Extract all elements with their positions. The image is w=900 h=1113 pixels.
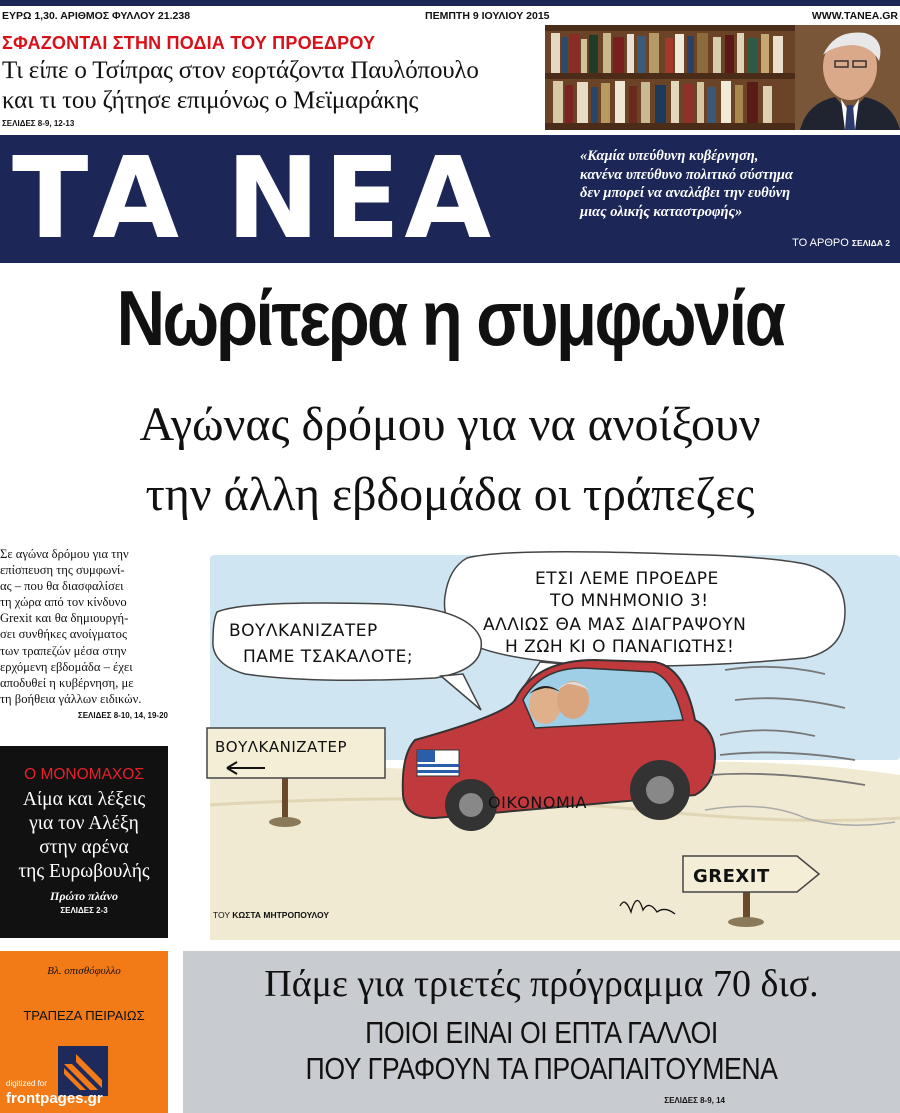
lead-line: σει συνθήκες ανοίγματος: [0, 627, 127, 642]
bubble-right-line: Η ΖΩΗ ΚΙ Ο ΠΑΝΑΓΙΩΤΗΣ!: [505, 637, 735, 657]
top-story-line1: Τι είπε ο Τσίπρας στον εορτάζοντα Παυλόπουλο: [2, 57, 479, 84]
quote-line: δεν μπορεί να αναλάβει την ευθύνη: [580, 185, 791, 201]
quote-source-label: ΤΟ ΑΡΘΡΟ: [792, 237, 849, 249]
president-photo: [545, 25, 900, 130]
quote-source: [792, 237, 890, 249]
cartoon-credit-name: ΚΩΣΤΑ ΜΗΤΡΟΠΟΥΛΟΥ: [232, 910, 329, 920]
masthead-quote[interactable]: [580, 147, 896, 221]
issue-date: ΠΕΜΠΤΗ 9 ΙΟΥΛΙΟΥ 2015: [425, 10, 550, 22]
lead-line: Σε αγώνα δρόμου για την: [0, 547, 129, 561]
lead-line: ας – που θα διασφαλίσει: [0, 579, 124, 594]
monomachos-line: της Ευρωβουλής: [18, 861, 150, 882]
top-strip: [0, 0, 900, 6]
price-issue: ΕΥΡΩ 1,30. ΑΡΙΘΜΟΣ ΦΥΛΛΟΥ 21.238: [2, 10, 191, 22]
main-headline[interactable]: Νωρίτερα η συμφωνία: [116, 274, 784, 362]
lead-line: ερχόμενη εβδομάδα – έχει: [0, 659, 133, 674]
newspaper-logo[interactable]: ΤΑ ΝΕΑ: [12, 134, 495, 264]
top-story-pages: ΣΕΛΙΔΕΣ 8-9, 12-13: [2, 119, 75, 128]
car-label: ΟΙΚΟΝΟΜΙΑ: [488, 793, 587, 812]
top-story-kicker: ΣΦΑΖΟΝΤΑΙ ΣΤΗΝ ΠΟΔΙΑ ΤΟΥ ΠΡΟΕΔΡΟΥ: [2, 33, 376, 53]
monomachos-text: [0, 788, 168, 884]
lead-line: τη βοήθεια γάλλων ειδικών.: [0, 691, 142, 706]
monomachos-kicker: Ο ΜΟΝΟΜΑΧΟΣ: [24, 766, 144, 783]
piraeus-logo-icon: [58, 1046, 108, 1096]
lead-line: αποδυθεί η κυβέρνηση, με: [0, 675, 134, 690]
sign-left-text: ΒΟΥΛΚΑΝΙΖΑΤΕΡ: [215, 738, 347, 756]
bottom-subline-1: ΠΟΙΟΙ ΕΙΝΑΙ ΟΙ ΕΠΤΑ ΓΑΛΛΟΙ: [365, 1015, 718, 1050]
watermark-line1: digitized for: [6, 1079, 47, 1088]
main-subheadline-1: Αγώνας δρόμου για να ανοίξουν: [139, 398, 761, 451]
bubble-right-line: ΑΛΛΙΩΣ ΘΑ ΜΑΣ ΔΙΑΓΡΑΨΟΥΝ: [483, 615, 747, 635]
cartoon-drawing: [205, 550, 900, 940]
lead-line: των τραπεζών μέσα στην: [0, 643, 127, 658]
cartoon-credit: [213, 910, 329, 920]
quote-line: «Καμία υπεύθυνη κυβέρνηση,: [580, 148, 759, 164]
cartoon-credit-prefix: ΤΟΥ: [213, 910, 230, 920]
top-story[interactable]: [0, 30, 545, 132]
bottom-pages: ΣΕΛΙΔΕΣ 8-9, 14: [664, 1096, 725, 1105]
website-link[interactable]: WWW.TANEA.GR: [811, 10, 898, 22]
editorial-cartoon: [205, 550, 900, 940]
monomachos-tag: Πρώτο πλάνο: [49, 889, 119, 903]
lead-pages: ΣΕΛΙΔΕΣ 8-10, 14, 19-20: [77, 710, 168, 720]
bottom-subline-2: ΠΟΥ ΓΡΑΦΟΥΝ ΤΑ ΠΡΟΑΠΑΙΤΟΥΜΕΝΑ: [305, 1051, 778, 1086]
monomachos-box[interactable]: [0, 746, 168, 938]
piraeus-tag: Βλ. οπισθόφυλλο: [47, 965, 121, 977]
sign-right-text: GREXIT: [693, 866, 770, 887]
info-bar: [0, 8, 900, 24]
masthead: [0, 135, 900, 263]
bottom-headline: Πάμε για τριετές πρόγραμμα 70 δισ.: [264, 963, 819, 1005]
bubble-left-line: ΒΟΥΛΚΑΝΙΖΑΤΕΡ: [229, 621, 378, 641]
watermark-line2: frontpages.gr: [6, 1090, 103, 1107]
main-subheadline-2: την άλλη εβδομάδα οι τράπεζες: [145, 468, 755, 521]
bubble-right-line: ΤΟ ΜΝΗΜΟΝΙΟ 3!: [550, 591, 709, 611]
quote-line: μιας ολικής καταστροφής»: [580, 203, 743, 220]
monomachos-line: Αίμα και λέξεις: [22, 789, 146, 810]
lead-line: επίσπευση της συμφωνί-: [0, 563, 125, 578]
quote-line: κανένα υπεύθυνο πολιτικό σύστημα: [580, 166, 794, 183]
monomachos-pages: ΣΕΛΙΔΕΣ 2-3: [60, 906, 108, 915]
lead-line: Grexit και θα δημιουργή-: [0, 611, 129, 626]
bookshelf-portrait-image: [545, 25, 900, 130]
piraeus-name: ΤΡΑΠΕΖΑ ΠΕΙΡΑΙΩΣ: [23, 1008, 145, 1023]
bubble-left-line: ΠΑΜΕ ΤΣΑΚΑΛΟΤΕ;: [243, 647, 414, 667]
monomachos-line: για τον Αλέξη: [29, 813, 139, 834]
piraeus-box[interactable]: [0, 951, 168, 1113]
lead-paragraph: [0, 546, 196, 724]
bubble-right-line: ΕΤΣΙ ΛΕΜΕ ΠΡΟΕΔΡΕ: [535, 569, 719, 589]
lead-line: τη χώρα από τον κίνδυνο: [0, 595, 127, 610]
bottom-story[interactable]: [183, 951, 900, 1113]
top-story-line2: και τι του ζήτησε επιμόνως ο Μεϊμαράκης: [2, 87, 419, 114]
monomachos-line: στην αρένα: [39, 837, 129, 858]
quote-source-pages: ΣΕΛΙΔΑ 2: [851, 238, 890, 248]
